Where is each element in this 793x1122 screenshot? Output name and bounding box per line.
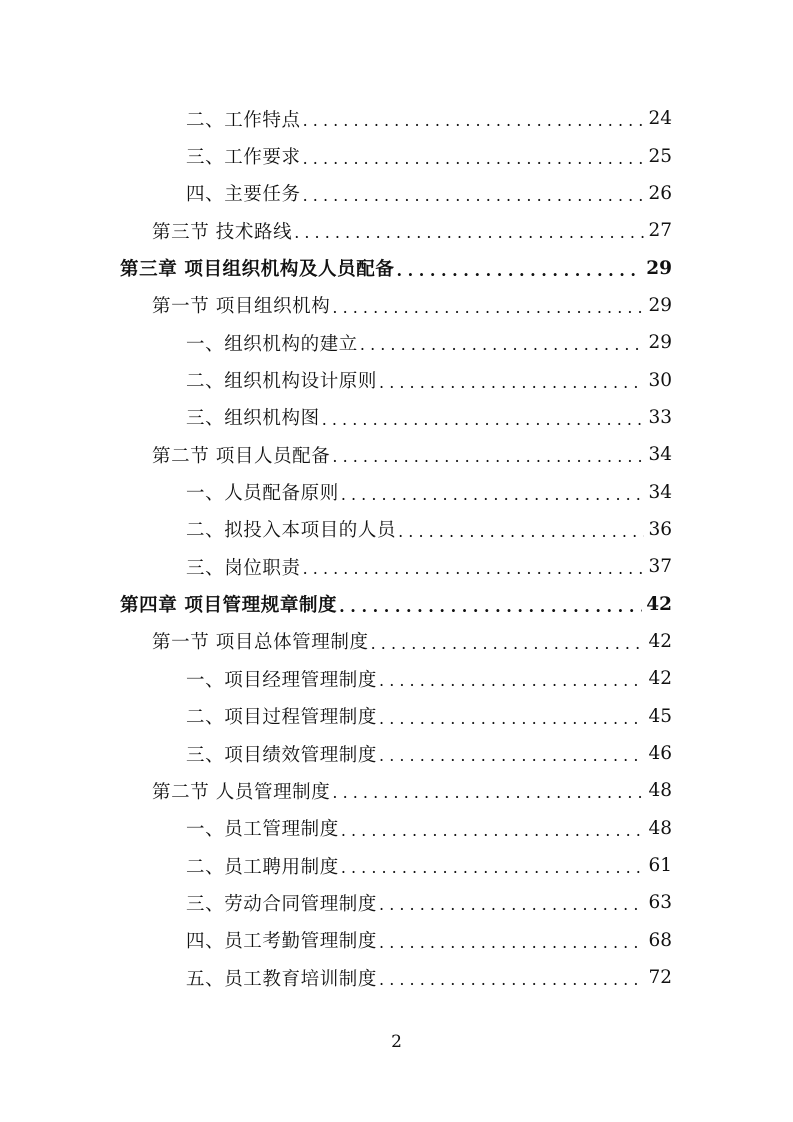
- toc-entry-label: 第三节 技术路线: [152, 221, 293, 243]
- toc-entry-page: 30: [648, 369, 672, 391]
- toc-entry-label: 第四章 项目管理规章制度: [120, 595, 338, 617]
- dot-leader: [341, 485, 645, 504]
- toc-entry-page: 24: [648, 108, 672, 130]
- toc-entry-item[interactable]: [0, 959, 793, 996]
- toc-entry-label: 三、岗位职责: [186, 557, 301, 579]
- dot-leader: [339, 597, 642, 616]
- table-of-contents: [0, 100, 793, 996]
- toc-entry-label: 第二节 项目人员配备: [152, 445, 331, 467]
- dot-leader: [396, 261, 642, 280]
- dot-leader: [303, 111, 645, 130]
- toc-entry-label: 一、人员配备原则: [186, 483, 339, 505]
- dot-leader: [371, 634, 645, 653]
- toc-entry-item[interactable]: [0, 548, 793, 585]
- dot-leader: [303, 186, 645, 205]
- toc-entry-item[interactable]: [0, 473, 793, 510]
- toc-entry-label: 第二节 人员管理制度: [152, 781, 331, 803]
- toc-entry-item[interactable]: [0, 922, 793, 959]
- toc-entry-section[interactable]: [0, 772, 793, 809]
- toc-entry-item[interactable]: [0, 399, 793, 436]
- dot-leader: [303, 149, 645, 168]
- toc-entry-label: 第三章 项目组织机构及人员配备: [120, 259, 395, 281]
- toc-entry-page: 46: [648, 743, 672, 765]
- toc-entry-chapter[interactable]: [0, 249, 793, 286]
- toc-entry-page: 29: [646, 257, 672, 279]
- toc-entry-item[interactable]: [0, 175, 793, 212]
- toc-entry-label: 三、劳动合同管理制度: [186, 893, 378, 915]
- toc-entry-page: 48: [648, 817, 672, 839]
- toc-entry-section[interactable]: [0, 436, 793, 473]
- toc-entry-page: 48: [648, 780, 672, 802]
- toc-entry-label: 二、工作特点: [186, 109, 301, 131]
- toc-entry-item[interactable]: [0, 511, 793, 548]
- dot-leader: [332, 447, 644, 466]
- toc-entry-label: 三、工作要求: [186, 147, 301, 169]
- dot-leader: [322, 410, 645, 429]
- toc-entry-label: 一、组织机构的建立: [186, 333, 358, 355]
- dot-leader: [379, 933, 644, 952]
- toc-entry-item[interactable]: [0, 361, 793, 398]
- toc-entry-page: 61: [648, 855, 672, 877]
- toc-entry-label: 四、主要任务: [186, 184, 301, 206]
- toc-entry-label: 五、员工教育培训制度: [186, 968, 378, 990]
- dot-leader: [303, 559, 645, 578]
- dot-leader: [332, 298, 644, 317]
- toc-entry-chapter[interactable]: [0, 585, 793, 622]
- toc-entry-label: 三、项目绩效管理制度: [186, 744, 378, 766]
- toc-entry-label: 二、拟投入本项目的人员: [186, 520, 397, 542]
- toc-entry-page: 33: [648, 406, 672, 428]
- toc-entry-label: 第一节 项目总体管理制度: [152, 632, 369, 654]
- toc-entry-section[interactable]: [0, 287, 793, 324]
- toc-entry-label: 三、组织机构图: [186, 408, 320, 430]
- toc-entry-label: 第一节 项目组织机构: [152, 296, 331, 318]
- toc-entry-page: 25: [648, 145, 672, 167]
- dot-leader: [360, 335, 645, 354]
- toc-entry-page: 68: [648, 929, 672, 951]
- toc-entry-page: 63: [648, 892, 672, 914]
- toc-entry-label: 二、项目过程管理制度: [186, 707, 378, 729]
- page-number: 2: [391, 1032, 402, 1052]
- toc-entry-item[interactable]: [0, 324, 793, 361]
- toc-entry-section[interactable]: [0, 212, 793, 249]
- dot-leader: [379, 709, 644, 728]
- toc-entry-label: 一、项目经理管理制度: [186, 669, 378, 691]
- dot-leader: [379, 746, 644, 765]
- toc-entry-label: 二、员工聘用制度: [186, 856, 339, 878]
- toc-entry-section[interactable]: [0, 623, 793, 660]
- toc-entry-item[interactable]: [0, 884, 793, 921]
- dot-leader: [379, 895, 644, 914]
- toc-entry-label: 一、员工管理制度: [186, 819, 339, 841]
- toc-entry-page: 29: [648, 332, 672, 354]
- toc-entry-page: 45: [648, 705, 672, 727]
- toc-entry-page: 34: [648, 444, 672, 466]
- toc-entry-page: 29: [648, 294, 672, 316]
- toc-entry-page: 42: [648, 668, 672, 690]
- toc-entry-item[interactable]: [0, 137, 793, 174]
- dot-leader: [379, 373, 644, 392]
- dot-leader: [332, 783, 644, 802]
- toc-entry-item[interactable]: [0, 100, 793, 137]
- toc-entry-page: 27: [648, 220, 672, 242]
- dot-leader: [379, 671, 644, 690]
- toc-entry-page: 42: [648, 630, 672, 652]
- toc-entry-page: 42: [646, 593, 672, 615]
- toc-entry-page: 26: [648, 182, 672, 204]
- dot-leader: [294, 223, 644, 242]
- toc-entry-page: 72: [648, 967, 672, 989]
- toc-entry-page: 37: [648, 556, 672, 578]
- toc-entry-item[interactable]: [0, 735, 793, 772]
- toc-entry-item[interactable]: [0, 660, 793, 697]
- dot-leader: [398, 522, 644, 541]
- toc-entry-item[interactable]: [0, 698, 793, 735]
- dot-leader: [379, 970, 644, 989]
- toc-entry-item[interactable]: [0, 847, 793, 884]
- toc-entry-page: 36: [648, 518, 672, 540]
- toc-entry-label: 四、员工考勤管理制度: [186, 931, 378, 953]
- dot-leader: [341, 858, 645, 877]
- toc-entry-item[interactable]: [0, 810, 793, 847]
- toc-entry-label: 二、组织机构设计原则: [186, 371, 378, 393]
- toc-entry-page: 34: [648, 481, 672, 503]
- dot-leader: [341, 821, 645, 840]
